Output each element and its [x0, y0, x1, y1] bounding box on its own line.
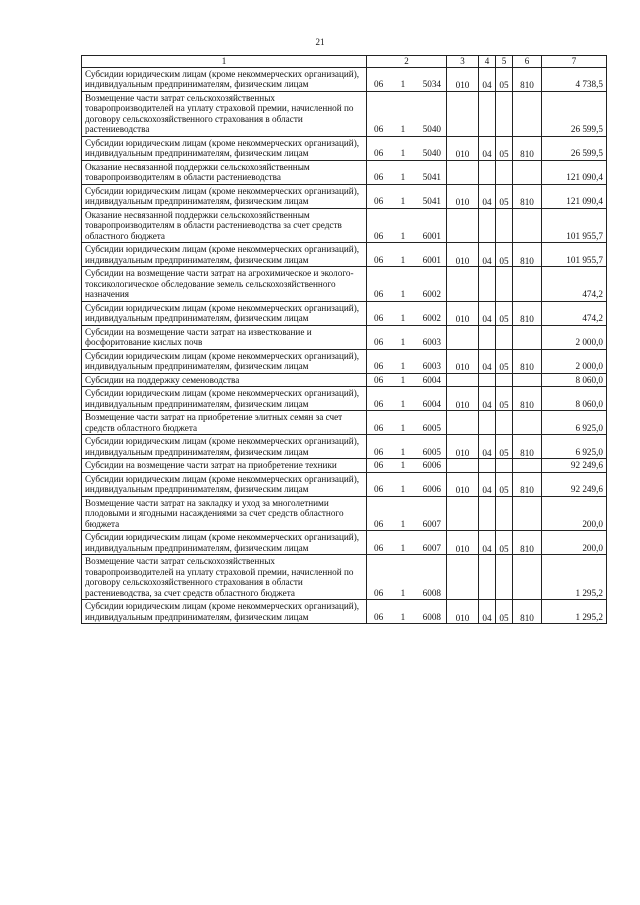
row-code-chapter: 06 — [374, 289, 384, 299]
row-code-chapter: 06 — [374, 484, 384, 494]
row-col5: 05 — [496, 531, 513, 555]
table-row — [82, 472, 607, 496]
row-col3: 010 — [447, 531, 479, 555]
row-code — [367, 243, 447, 267]
header-cell: 2 — [367, 56, 447, 68]
row-code-chapter: 06 — [374, 518, 384, 529]
row-col4 — [479, 160, 496, 184]
row-code-item: 6003 — [422, 361, 441, 371]
row-code-item: 6008 — [422, 587, 441, 598]
row-col5: 05 — [496, 184, 513, 208]
row-col3: 010 — [447, 435, 479, 459]
row-col5: 05 — [496, 387, 513, 411]
row-code — [367, 459, 447, 473]
row-code-item: 6006 — [422, 460, 441, 470]
header-cell: 3 — [447, 56, 479, 68]
row-col6: 810 — [513, 243, 542, 267]
row-name: Возмещение части затрат на закладку и уход за многолетними плодовыми и ягодными насаждениями за счет средств областного бюджета — [82, 496, 367, 531]
row-sum: 1 295,2 — [542, 600, 607, 624]
row-code — [367, 301, 447, 325]
row-col6 — [513, 555, 542, 600]
row-code-subprogram: 1 — [400, 172, 406, 182]
row-col6: 810 — [513, 472, 542, 496]
row-col5: 05 — [496, 472, 513, 496]
row-name: Субсидии на поддержку семеноводства — [82, 373, 367, 387]
row-col4: 04 — [479, 243, 496, 267]
row-code-item: 6007 — [422, 518, 441, 529]
row-col4: 04 — [479, 387, 496, 411]
row-col3 — [447, 496, 479, 531]
row-code-subprogram: 1 — [400, 446, 406, 457]
row-code — [367, 67, 447, 91]
row-col5: 05 — [496, 136, 513, 160]
row-col3: 010 — [447, 472, 479, 496]
row-sum: 2 000,0 — [542, 325, 607, 349]
table-row — [82, 531, 607, 555]
row-name: Субсидии юридическим лицам (кроме некоммерческих организаций), индивидуальным предпринимателям, физическим лицам — [82, 184, 367, 208]
row-code-item: 5040 — [422, 124, 441, 134]
row-col4: 04 — [479, 349, 496, 373]
row-col4: 04 — [479, 301, 496, 325]
row-code — [367, 91, 447, 136]
row-col3: 010 — [447, 600, 479, 624]
row-code-chapter: 06 — [374, 172, 384, 182]
row-col6 — [513, 91, 542, 136]
row-col4 — [479, 411, 496, 435]
row-code-subprogram: 1 — [400, 196, 406, 206]
row-code-item: 6007 — [422, 542, 441, 553]
row-col3: 010 — [447, 243, 479, 267]
row-sum: 200,0 — [542, 496, 607, 531]
row-code-item: 6004 — [422, 398, 441, 409]
row-name: Субсидии юридическим лицам (кроме некоммерческих организаций), индивидуальным предпринимателям, физическим лицам — [82, 243, 367, 267]
row-col5: 05 — [496, 600, 513, 624]
row-col4 — [479, 208, 496, 243]
row-code — [367, 325, 447, 349]
row-col4: 04 — [479, 600, 496, 624]
row-code-subprogram: 1 — [400, 124, 406, 134]
row-col4: 04 — [479, 472, 496, 496]
header-row — [82, 56, 607, 68]
table-row — [82, 91, 607, 136]
row-sum: 8 060,0 — [542, 373, 607, 387]
row-col5 — [496, 459, 513, 473]
row-code — [367, 387, 447, 411]
row-code-subprogram: 1 — [400, 542, 406, 553]
row-name: Субсидии юридическим лицам (кроме некоммерческих организаций), индивидуальным предпринимателям, физическим лицам — [82, 472, 367, 496]
row-code-item: 5040 — [422, 148, 441, 158]
table-row — [82, 349, 607, 373]
row-col4 — [479, 373, 496, 387]
row-col6 — [513, 160, 542, 184]
row-col6: 810 — [513, 531, 542, 555]
row-code-chapter: 06 — [374, 398, 384, 409]
row-col5: 05 — [496, 435, 513, 459]
row-col3 — [447, 373, 479, 387]
row-code-subprogram: 1 — [400, 254, 406, 265]
row-col6: 810 — [513, 136, 542, 160]
row-code-subprogram: 1 — [400, 79, 406, 89]
row-code-item: 6004 — [422, 374, 441, 385]
row-col5 — [496, 208, 513, 243]
row-code-chapter: 06 — [374, 124, 384, 134]
row-code-subprogram: 1 — [400, 374, 406, 385]
row-col5 — [496, 496, 513, 531]
row-code — [367, 184, 447, 208]
row-code-chapter: 06 — [374, 422, 384, 433]
row-col4 — [479, 496, 496, 531]
row-col6 — [513, 325, 542, 349]
row-col3: 010 — [447, 349, 479, 373]
row-code-subprogram: 1 — [400, 289, 406, 299]
row-code-subprogram: 1 — [400, 337, 406, 347]
row-col6 — [513, 411, 542, 435]
row-sum: 8 060,0 — [542, 387, 607, 411]
row-name: Оказание несвязанной поддержки сельскохозяйственным товаропроизводителям в области растениеводства за счет средств областного бюджета — [82, 208, 367, 243]
row-code-chapter: 06 — [374, 196, 384, 206]
budget-table — [81, 55, 607, 624]
row-col6: 810 — [513, 435, 542, 459]
row-col6 — [513, 267, 542, 302]
row-col4: 04 — [479, 531, 496, 555]
row-col6: 810 — [513, 600, 542, 624]
row-sum: 200,0 — [542, 531, 607, 555]
table-row — [82, 67, 607, 91]
table-row — [82, 136, 607, 160]
row-col3 — [447, 411, 479, 435]
row-col4 — [479, 459, 496, 473]
row-name: Субсидии юридическим лицам (кроме некоммерческих организаций), индивидуальным предпринимателям, физическим лицам — [82, 531, 367, 555]
row-sum: 121 090,4 — [542, 160, 607, 184]
row-col5: 05 — [496, 67, 513, 91]
row-code — [367, 349, 447, 373]
row-sum: 92 249,6 — [542, 472, 607, 496]
table-row — [82, 160, 607, 184]
row-code-chapter: 06 — [374, 611, 384, 622]
row-sum: 474,2 — [542, 301, 607, 325]
table-body — [82, 56, 607, 624]
header-cell: 5 — [496, 56, 513, 68]
row-col4: 04 — [479, 435, 496, 459]
row-col6: 810 — [513, 67, 542, 91]
row-code-subprogram: 1 — [400, 518, 406, 529]
row-col6 — [513, 373, 542, 387]
row-sum: 474,2 — [542, 267, 607, 302]
row-col3 — [447, 459, 479, 473]
row-code — [367, 136, 447, 160]
row-code-item: 5041 — [422, 172, 441, 182]
row-col3 — [447, 91, 479, 136]
row-sum: 4 738,5 — [542, 67, 607, 91]
row-col5 — [496, 91, 513, 136]
row-code-item: 6001 — [422, 254, 441, 265]
row-col6 — [513, 496, 542, 531]
row-code — [367, 208, 447, 243]
row-col3: 010 — [447, 136, 479, 160]
table-row — [82, 208, 607, 243]
table-row — [82, 459, 607, 473]
row-code-item: 6002 — [422, 313, 441, 323]
header-cell: 1 — [82, 56, 367, 68]
table-row — [82, 411, 607, 435]
row-col5 — [496, 411, 513, 435]
table-row — [82, 267, 607, 302]
row-code-item: 6002 — [422, 289, 441, 299]
row-col3 — [447, 555, 479, 600]
row-col6: 810 — [513, 387, 542, 411]
row-name: Субсидии на возмещение части затрат на приобретение техники — [82, 459, 367, 473]
row-sum: 1 295,2 — [542, 555, 607, 600]
row-code-item: 5034 — [422, 79, 441, 89]
row-name: Субсидии на возмещение части затрат на агрохимическое и эколого-токсикологическое обследование земель сельскохозяйственного назначения — [82, 267, 367, 302]
row-col4 — [479, 91, 496, 136]
row-code-subprogram: 1 — [400, 313, 406, 323]
row-code — [367, 267, 447, 302]
row-code-item: 6001 — [422, 230, 441, 241]
row-col4 — [479, 267, 496, 302]
table-row — [82, 184, 607, 208]
row-name: Субсидии на возмещение части затрат на известкование и фосфоритование кислых почв — [82, 325, 367, 349]
row-col3: 010 — [447, 67, 479, 91]
row-code-chapter: 06 — [374, 148, 384, 158]
row-code-item: 5041 — [422, 196, 441, 206]
row-code-subprogram: 1 — [400, 611, 406, 622]
header-cell: 7 — [542, 56, 607, 68]
table-row — [82, 243, 607, 267]
row-name: Возмещение части затрат сельскохозяйственных товаропроизводителей на уплату страховой премии, начисленной по договору сельскохозяйственного страхования в области растениеводства — [82, 91, 367, 136]
row-col5 — [496, 373, 513, 387]
row-col4: 04 — [479, 136, 496, 160]
row-code-chapter: 06 — [374, 230, 384, 241]
row-code-subprogram: 1 — [400, 460, 406, 470]
row-col3 — [447, 160, 479, 184]
table-row — [82, 555, 607, 600]
row-col3: 010 — [447, 184, 479, 208]
row-col5: 05 — [496, 243, 513, 267]
row-sum: 2 000,0 — [542, 349, 607, 373]
row-code-chapter: 06 — [374, 254, 384, 265]
row-code — [367, 600, 447, 624]
row-col4: 04 — [479, 67, 496, 91]
row-code — [367, 531, 447, 555]
row-code-subprogram: 1 — [400, 484, 406, 494]
row-code-subprogram: 1 — [400, 422, 406, 433]
row-col3 — [447, 208, 479, 243]
row-code-chapter: 06 — [374, 446, 384, 457]
row-name: Оказание несвязанной поддержки сельскохозяйственным товаропроизводителям в области растениеводства — [82, 160, 367, 184]
row-col3: 010 — [447, 301, 479, 325]
row-col5: 05 — [496, 349, 513, 373]
row-sum: 26 599,5 — [542, 91, 607, 136]
row-code — [367, 555, 447, 600]
row-sum: 101 955,7 — [542, 243, 607, 267]
row-code-chapter: 06 — [374, 79, 384, 89]
row-name: Субсидии юридическим лицам (кроме некоммерческих организаций), индивидуальным предпринимателям, физическим лицам — [82, 67, 367, 91]
table-row — [82, 435, 607, 459]
row-code — [367, 496, 447, 531]
row-col6: 810 — [513, 184, 542, 208]
row-code-chapter: 06 — [374, 587, 384, 598]
row-code-subprogram: 1 — [400, 587, 406, 598]
row-col6: 810 — [513, 349, 542, 373]
header-cell: 6 — [513, 56, 542, 68]
row-code-chapter: 06 — [374, 313, 384, 323]
row-code — [367, 435, 447, 459]
row-col4: 04 — [479, 184, 496, 208]
table-row — [82, 325, 607, 349]
row-code-subprogram: 1 — [400, 148, 406, 158]
row-code-subprogram: 1 — [400, 230, 406, 241]
row-sum: 101 955,7 — [542, 208, 607, 243]
table-row — [82, 600, 607, 624]
row-sum: 6 925,0 — [542, 411, 607, 435]
row-name: Субсидии юридическим лицам (кроме некоммерческих организаций), индивидуальным предпринимателям, физическим лицам — [82, 600, 367, 624]
row-col3 — [447, 325, 479, 349]
row-code — [367, 472, 447, 496]
row-code-chapter: 06 — [374, 337, 384, 347]
row-col6 — [513, 208, 542, 243]
row-code-subprogram: 1 — [400, 398, 406, 409]
row-col6: 810 — [513, 301, 542, 325]
row-code-chapter: 06 — [374, 361, 384, 371]
row-sum: 6 925,0 — [542, 435, 607, 459]
row-code — [367, 411, 447, 435]
row-code-item: 6006 — [422, 484, 441, 494]
row-name: Субсидии юридическим лицам (кроме некоммерческих организаций), индивидуальным предпринимателям, физическим лицам — [82, 349, 367, 373]
row-code-item: 6003 — [422, 337, 441, 347]
row-name: Возмещение части затрат сельскохозяйственных товаропроизводителей на уплату страховой премии, начисленной по договору сельскохозяйственного страхования в области растениеводства, за счет средств областного бюджета — [82, 555, 367, 600]
row-name: Возмещение части затрат на приобретение элитных семян за счет средств областного бюджета — [82, 411, 367, 435]
row-name: Субсидии юридическим лицам (кроме некоммерческих организаций), индивидуальным предпринимателям, физическим лицам — [82, 387, 367, 411]
row-col5: 05 — [496, 301, 513, 325]
row-col5 — [496, 160, 513, 184]
header-cell: 4 — [479, 56, 496, 68]
row-code-chapter: 06 — [374, 460, 384, 470]
row-col5 — [496, 267, 513, 302]
row-col4 — [479, 555, 496, 600]
row-code-chapter: 06 — [374, 374, 384, 385]
table-row — [82, 373, 607, 387]
row-name: Субсидии юридическим лицам (кроме некоммерческих организаций), индивидуальным предпринимателям, физическим лицам — [82, 435, 367, 459]
row-col5 — [496, 555, 513, 600]
row-code-item: 6005 — [422, 446, 441, 457]
row-sum: 92 249,6 — [542, 459, 607, 473]
row-code-item: 6005 — [422, 422, 441, 433]
row-name: Субсидии юридическим лицам (кроме некоммерческих организаций), индивидуальным предпринимателям, физическим лицам — [82, 136, 367, 160]
row-name: Субсидии юридическим лицам (кроме некоммерческих организаций), индивидуальным предпринимателям, физическим лицам — [82, 301, 367, 325]
row-code — [367, 160, 447, 184]
row-code-chapter: 06 — [374, 542, 384, 553]
row-col4 — [479, 325, 496, 349]
row-col5 — [496, 325, 513, 349]
row-sum: 121 090,4 — [542, 184, 607, 208]
row-code-item: 6008 — [422, 611, 441, 622]
table-row — [82, 301, 607, 325]
table-row — [82, 387, 607, 411]
row-col3 — [447, 267, 479, 302]
page-number: 21 — [315, 37, 325, 47]
table-row — [82, 496, 607, 531]
row-col3: 010 — [447, 387, 479, 411]
row-sum: 26 599,5 — [542, 136, 607, 160]
row-col6 — [513, 459, 542, 473]
row-code-subprogram: 1 — [400, 361, 406, 371]
row-code — [367, 373, 447, 387]
